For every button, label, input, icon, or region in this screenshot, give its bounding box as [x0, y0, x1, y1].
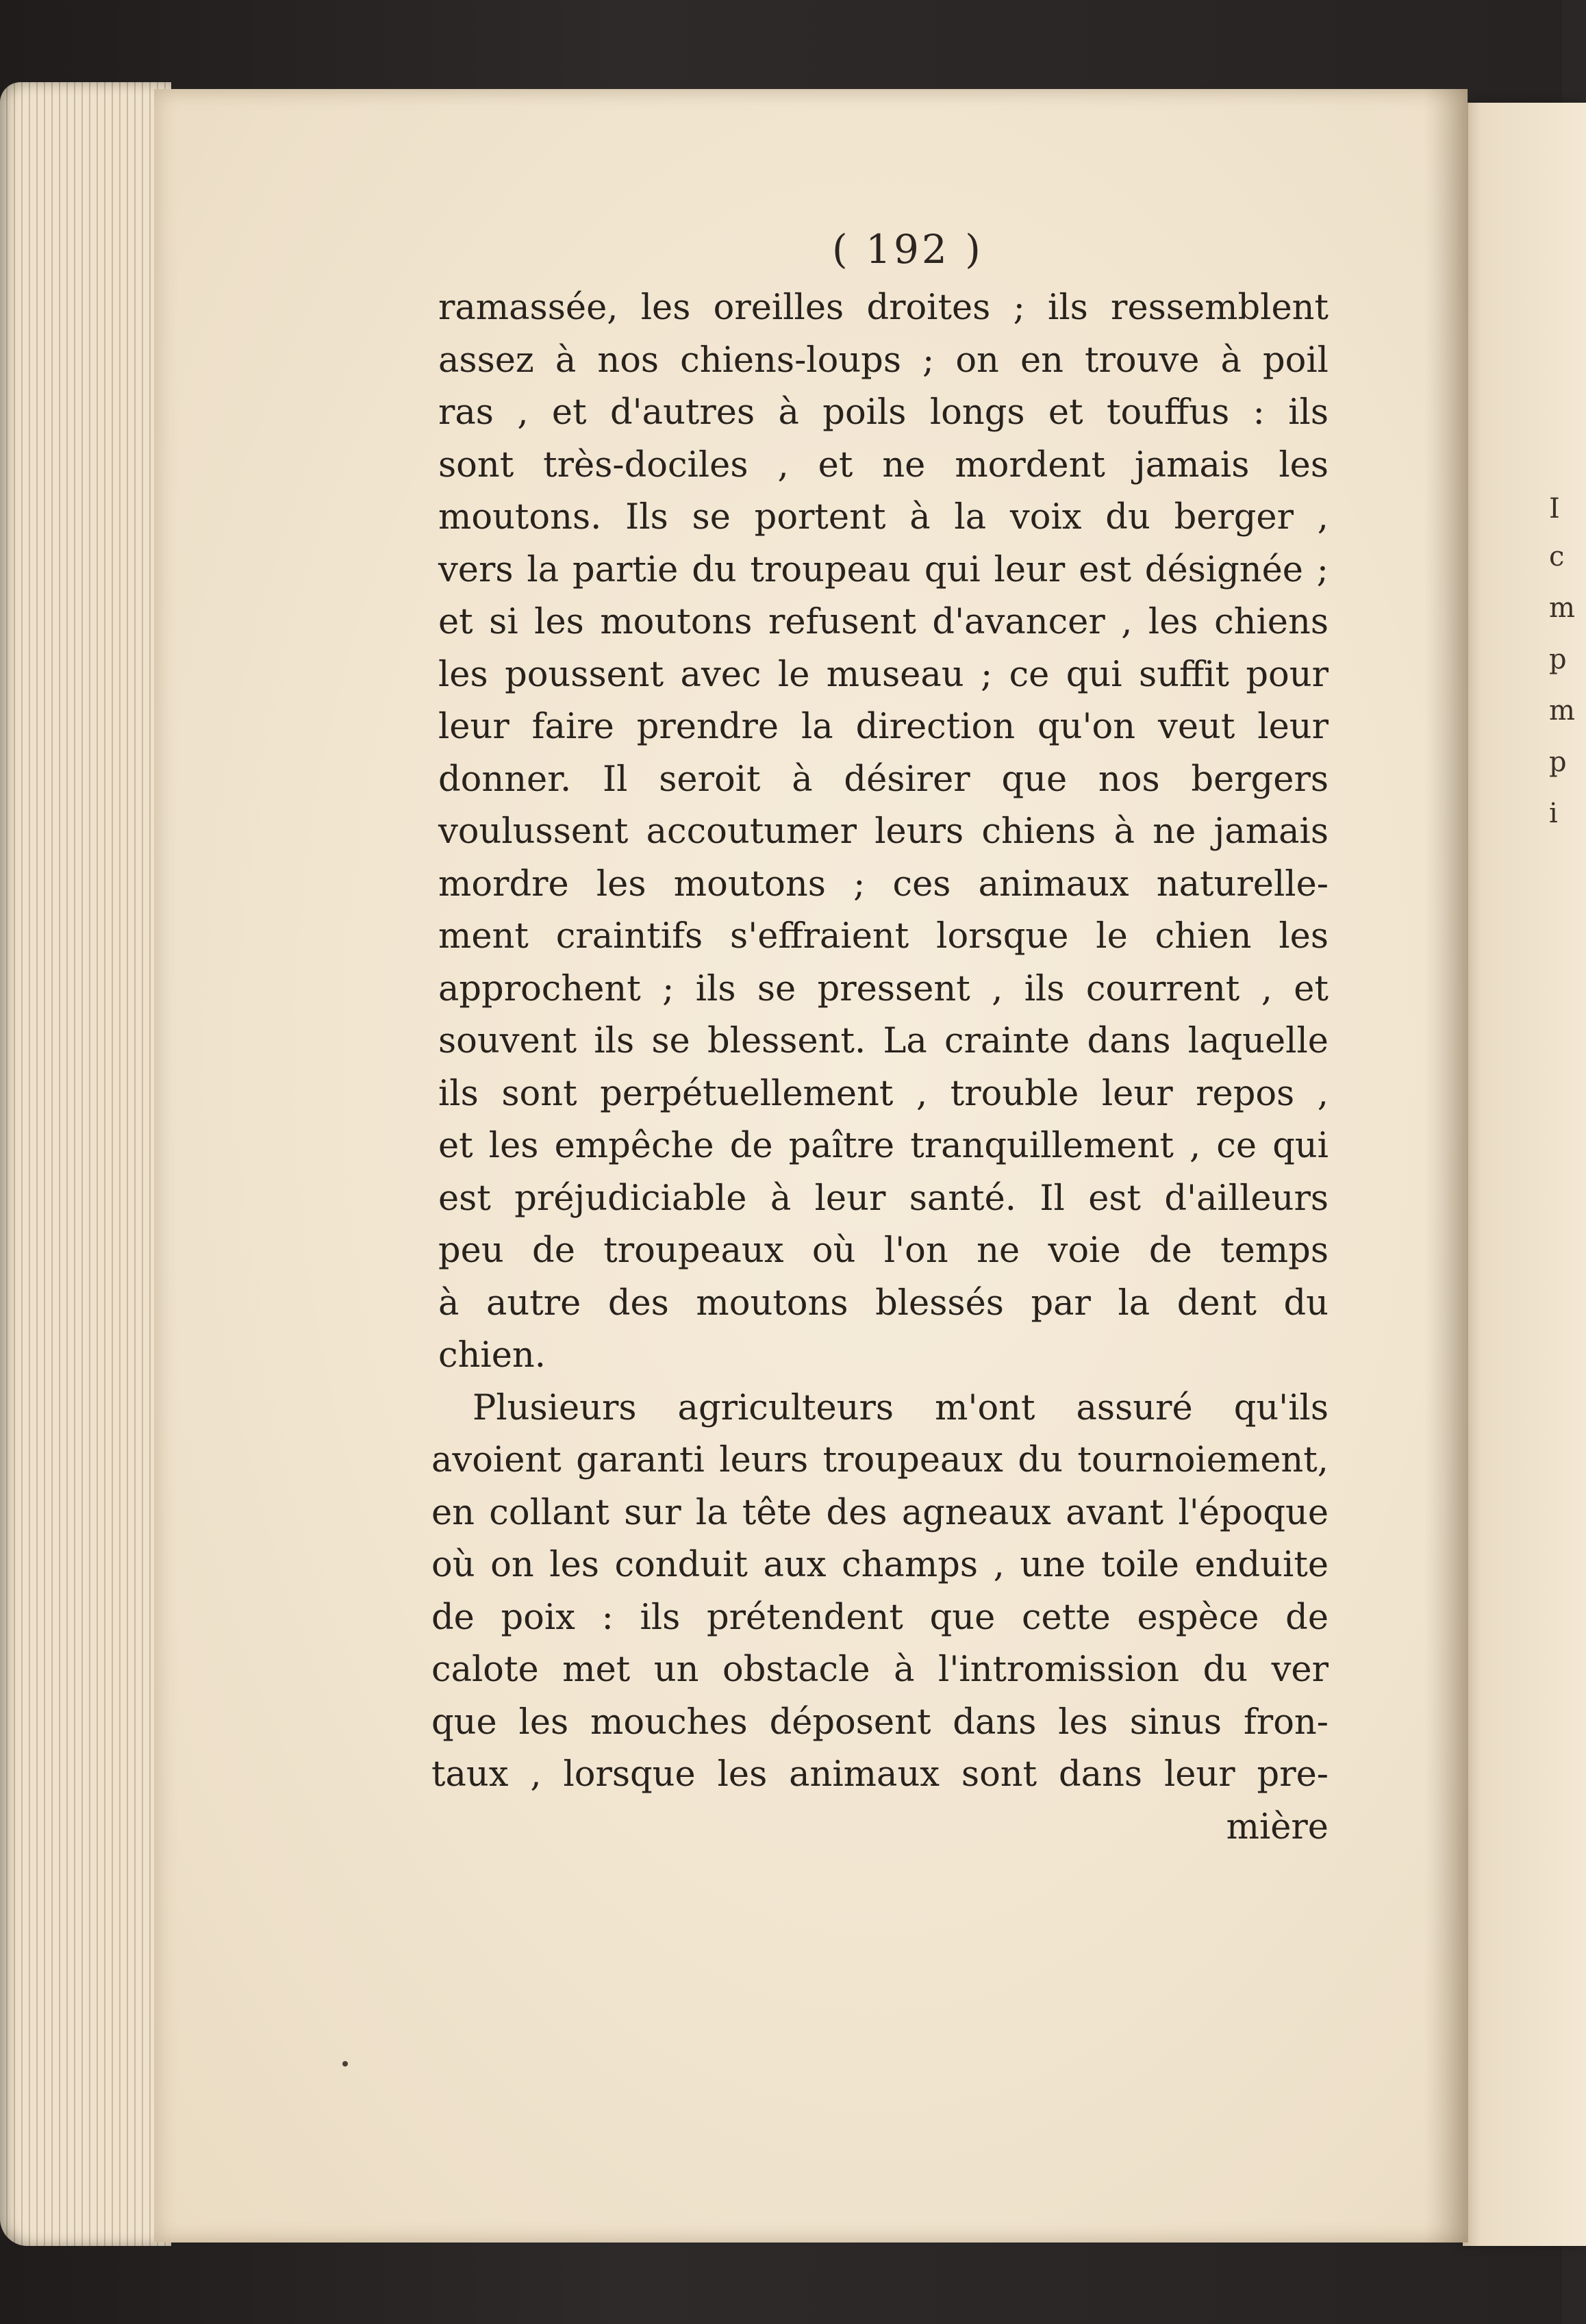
text-line: ramassée, les oreilles droites ; ils ressemblent [438, 288, 1329, 328]
text-line: donner. Il seroit à désirer que nos bergers [438, 759, 1329, 800]
page-number: ( 192 ) [832, 226, 983, 273]
facing-page-glyph: m [1549, 592, 1575, 624]
facing-page [1463, 103, 1586, 2246]
text-line: approchent ; ils se pressent , ils courrent , et [438, 968, 1329, 1009]
text-line: ment craintifs s'effraient lorsque le chien les [438, 916, 1329, 957]
text-line: à autre des moutons blessés par la dent du [438, 1283, 1329, 1324]
text-line: moutons. Ils se portent à la voix du berger , [438, 497, 1329, 538]
facing-page-glyph: I [1549, 493, 1560, 525]
facing-page-glyph: m [1549, 695, 1575, 727]
text-line: mordre les moutons ; ces animaux naturelle- [438, 863, 1329, 905]
text-line: en collant sur la tête des agneaux avant l'époque [431, 1492, 1329, 1533]
text-line: assez à nos chiens-loups ; on en trouve à poil [438, 340, 1329, 381]
text-line: ras , et d'autres à poils longs et touffus : ils [438, 392, 1329, 433]
text-line: les poussent avec le museau ; ce qui suffit pour [438, 654, 1329, 695]
text-line: leur faire prendre la direction qu'on veut leur [438, 707, 1329, 747]
page-edges-stack [0, 82, 171, 2246]
text-line: sont très-dociles , et ne mordent jamais les [438, 444, 1329, 485]
facing-page-glyph: i [1549, 798, 1558, 829]
text-line: chien. [438, 1335, 546, 1376]
text-line: ils sont perpétuellement , trouble leur repos , [438, 1073, 1329, 1114]
text-line: et les empêche de paître tranquillement , ce qui [438, 1126, 1329, 1166]
catchword: mière [1226, 1806, 1329, 1847]
text-line: que les mouches déposent dans les sinus fron- [431, 1702, 1329, 1743]
text-line: où on les conduit aux champs , une toile enduite [431, 1545, 1329, 1585]
gutter-shadow [1424, 89, 1468, 2243]
page-text [431, 282, 1329, 1854]
text-line: peu de troupeaux où l'on ne voie de temps [438, 1230, 1329, 1271]
paragraph-2 [431, 1382, 1329, 1854]
text-line: et si les moutons refusent d'avancer , les chiens [438, 602, 1329, 642]
text-line: Plusieurs agriculteurs m'ont assuré qu'ils [473, 1387, 1329, 1428]
facing-page-glyph: p [1549, 746, 1567, 778]
text-line: souvent ils se blessent. La crainte dans laquelle [438, 1021, 1329, 1061]
facing-page-glyph: c [1549, 541, 1565, 572]
facing-page-glyph: p [1549, 644, 1567, 675]
text-line: taux , lorsque les animaux sont dans leur pre- [431, 1754, 1329, 1795]
text-line: calote met un obstacle à l'intromission du ver [431, 1650, 1329, 1690]
paragraph-1 [438, 282, 1329, 1382]
text-line: est préjudiciable à leur santé. Il est d'ailleurs [438, 1178, 1329, 1219]
text-line: avoient garanti leurs troupeaux du tournoiement, [431, 1440, 1329, 1480]
text-line: voulussent accoutumer leurs chiens à ne jamais [438, 811, 1329, 852]
text-line: vers la partie du troupeau qui leur est désignée ; [438, 549, 1329, 590]
text-line: de poix : ils prétendent que cette espèce de [431, 1597, 1329, 1638]
ink-speck [342, 2061, 348, 2067]
